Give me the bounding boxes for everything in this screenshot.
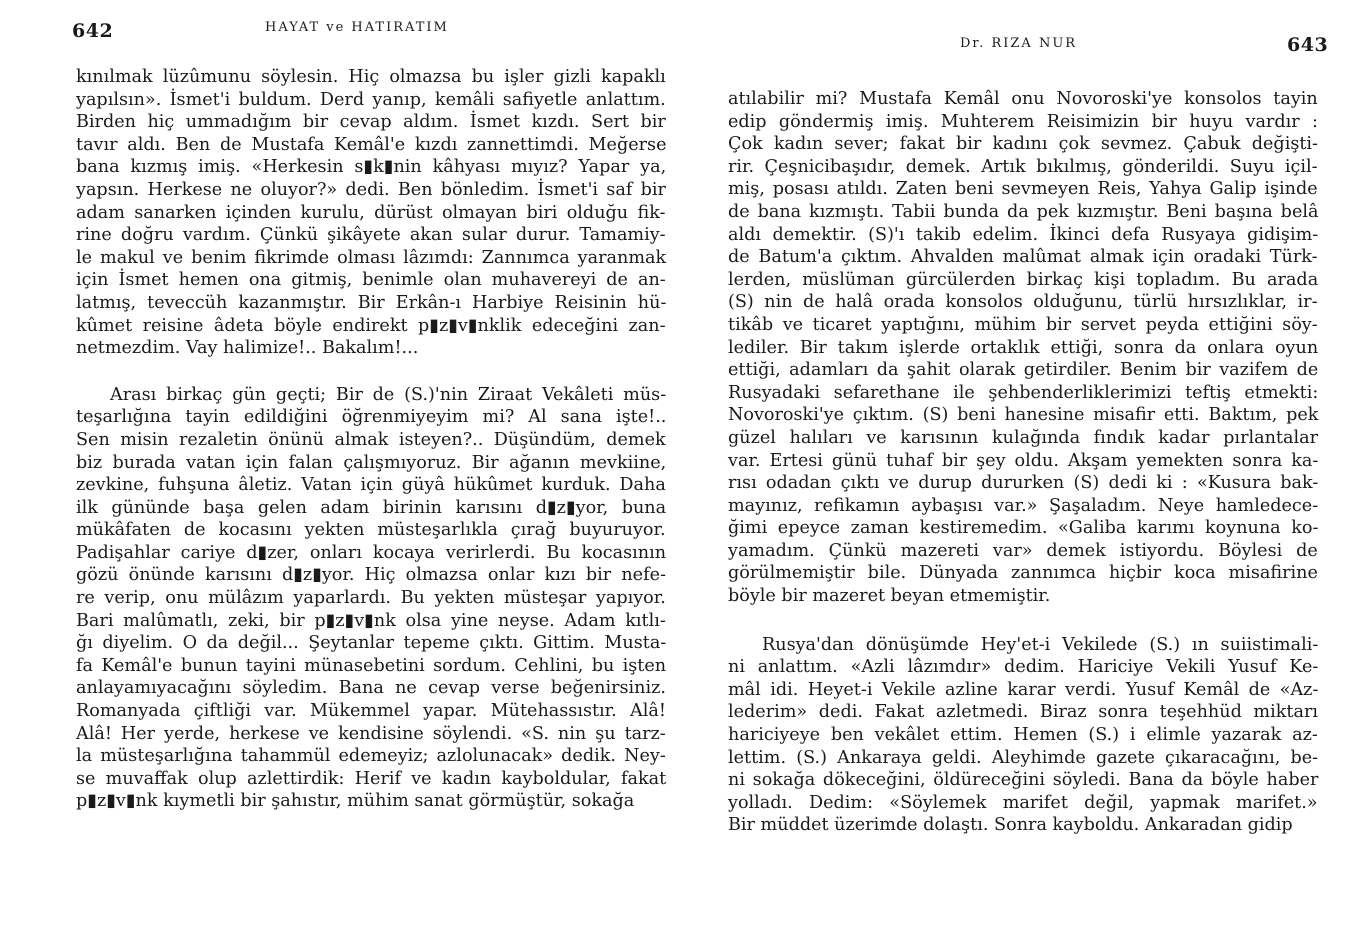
text-line: Arası birkaç gün geçti; Bir de (S.)'nin Ziraat Vekâleti müs- <box>110 384 667 405</box>
text-line: mâl idi. Heyet-i Vekile azline karar verdi. Yusuf Kemâl de «Az- <box>728 679 1319 700</box>
text-line: Rusya'dan dönüşümde Hey'et-i Vekilede (S.) ın suiistimali- <box>762 634 1319 655</box>
text-line: fa Kemâl'e bunun tayini münasebetini sordum. Cehlini, bu işten <box>76 655 667 676</box>
text-line: biz burada vatan için falan çalışmıyoruz. Bir ağanın mevkiine, <box>76 452 667 473</box>
text-line: lerden, müslüman gürcülerden birkaç kişi topladım. Bu arada <box>728 269 1319 290</box>
text-line: tavır aldı. Ben de Mustafa Kemâl'e kızdı zannettimdi. Meğerse <box>76 134 667 155</box>
text-line: yapsın. Herkese ne oluyor?» dedi. Ben bönledim. İsmet'i saf bir <box>76 179 666 200</box>
text-line: atılabilir mi? Mustafa Kemâl onu Novoroski'ye konsolos tayin <box>728 89 1318 109</box>
text-line: teşarlığına tayin edildiğini öğrenmiyeyim mi? Al sana işte!.. <box>76 407 667 428</box>
text-line: Novoroski'ye çıktım. (S) beni hanesine misafir etti. Baktım, pek <box>728 405 1319 426</box>
page-number: 642 <box>72 20 114 42</box>
text-line: Romanyada çiftliği var. Mükemmel yapar. Mütehassıstır. Alâ! <box>76 701 666 722</box>
text-line: bana kızmış imiş. «Herkesin s▮k▮nin kâhyası mıyız? Yapar ya, <box>76 157 667 178</box>
text-line: görülmemiştir bile. Dünyada zannımca hiçbir koca misafirine <box>728 563 1318 584</box>
text-line: aldı demektir. (S)'ı takib edelim. İkinci defa Rusyaya gidişim- <box>728 224 1319 245</box>
page-number: 643 <box>1287 34 1329 56</box>
text-line: rine doğru vardım. Çünkü şikâyete akan sular durur. Tamamiy- <box>76 225 666 246</box>
text-line: böyle bir mazeret beyan etmemiştir. <box>728 586 1051 607</box>
text-line: ğimi epeyce zaman kestiremedim. «Galiba karımı koynuna ko- <box>728 518 1319 539</box>
text-line: rısı odadan çıktı ve durup dururken (S) dedi ki : «Kusura bak- <box>728 473 1319 494</box>
page-body-text <box>76 66 666 813</box>
text-line: Sen misin rezaletin önünü almak isteyen?.. Düşündüm, demek <box>76 429 666 450</box>
paragraph-gap <box>728 608 1318 634</box>
text-line: hariciyeye ben vekâlet ettim. Hemen (S.) i elimle yazarak az- <box>728 725 1318 746</box>
text-line: kınılmak lüzûmunu söylesin. Hiç olmazsa bu işler gizli kapaklı <box>76 67 666 87</box>
text-line: Bir müddet üzerimde dolaştı. Sonra kayboldu. Ankaradan gidip <box>728 815 1293 836</box>
text-line: mayınız, refikamın aybaşısı var.» Şaşaladım. Neye hamledece- <box>728 495 1319 516</box>
text-line: Birden hiç ummadığım bir cevap aldım. İsmet kızdı. Sert bir <box>76 112 666 133</box>
text-line: Rusyadaki sefarethane ile şehbenderliklerimizi teftiş etmekti: <box>728 382 1319 403</box>
text-line: re verip, onu mülâzım yaparlardı. Bu yekten müsteşar yapıyor. <box>76 588 666 609</box>
text-line: Alâ! Her yerde, herkese ve kendisine söylendi. «S. nin şu tarz- <box>76 723 666 744</box>
text-line: de Batum'a çıktım. Ahvalden malûmat almak için oradaki Türk- <box>728 247 1318 268</box>
text-line: ni anlattım. «Azli lâzımdır» dedim. Hariciye Vekili Yusuf Ke- <box>728 657 1319 678</box>
text-line: de bana kızmıştı. Tabii bunda da pek kızmıştır. Beni başına belâ <box>728 201 1319 222</box>
text-line: zevkine, fuhşuna âletiz. Vatan için güyâ hükûmet kurduk. Daha <box>76 475 666 496</box>
text-line: yamadım. Çünkü mazereti var» demek istiyordu. Böylesi de <box>728 540 1318 561</box>
text-line: miş, posası atıldı. Zaten beni sevmeyen Reis, Yahya Galip işinde <box>728 179 1318 200</box>
text-line: kûmet reisine âdeta böyle endirekt p▮z▮v▮nklik edeceğini zan- <box>76 315 666 336</box>
text-line: güzel halıları ve karısının kulağında fındık kadar pırlantalar <box>728 427 1319 448</box>
text-line: yolladı. Dedim: «Söylemek marifet değil, yapmak marifet.» <box>728 792 1318 813</box>
text-line: gözü önünde karısını d▮z▮yor. Hiç olmazsa onlar kızı bir nefe- <box>76 565 666 586</box>
text-line: edip göndermiş imiş. Muhterem Reisimizin bir huyu vardır : <box>728 111 1318 132</box>
text-line: anlayamıyacağını söyledim. Bana ne cevap verse beğenirsiniz. <box>76 678 666 699</box>
running-head: Dr. RIZA NUR <box>960 36 1078 51</box>
text-line: var. Ertesi günü tuhaf bir şey oldu. Akşam yemekten sonra ka- <box>728 450 1319 471</box>
text-line: lettim. (S.) Ankaraya geldi. Aleyhimde gazete çıkaracağını, be- <box>728 747 1319 768</box>
running-head: HAYAT ve HATIRATIM <box>265 20 449 35</box>
text-line: p▮z▮v▮nk kıymetli bir şahıstır, mühim sanat görmüştür, sokağa <box>76 791 635 812</box>
text-line: (S) nin de halâ orada konsolos olduğunu, türlü hırsızlıklar, ir- <box>728 292 1318 313</box>
text-line: la müsteşarlığına tahammül edemeyiz; azlolunacak» dedik. Ney- <box>76 746 666 767</box>
text-line: le makul ve benim fikrimde olması lâzımdı: Zannımca yaranmak <box>76 247 667 268</box>
right-page <box>680 0 1359 931</box>
paragraph-gap <box>76 360 666 384</box>
text-line: rir. Çeşnicibaşıdır, demek. Artık bıkılmış, gönderildi. Suyu içil- <box>728 156 1318 177</box>
text-line: ilk gününde başa gelen adam birinin karısını d▮z▮yor, buna <box>76 497 667 518</box>
text-line: tikâb ve ticaret yaptığını, mühim bir servet peyda ettiğini söy- <box>728 314 1318 335</box>
text-line: ettiği, adamları da şahit olarak getirdiler. Benim bir vazifem de <box>728 360 1319 381</box>
text-line: için İsmet hemen ona gitmiş, benimle olan muhavereyi de an- <box>76 270 666 291</box>
text-line: Çok kadın sever; fakat bir kadını çok sevmez. Çabuk değişti- <box>728 134 1318 155</box>
page-body-text <box>728 88 1318 837</box>
text-line: adam sanarken içinden kurulu, dürüst olmayan biri olduğu fik- <box>76 202 666 223</box>
text-line: ni sokağa dökeceğini, öldüreceğini söyledi. Bana da böyle haber <box>728 770 1319 791</box>
text-line: ğı diyelim. O da değil... Şeytanlar tepeme çıktı. Gittim. Musta- <box>76 633 667 654</box>
text-line: latmış, teveccüh kazanmıştır. Bir Erkân-ı Harbiye Reisinin hü- <box>76 292 667 313</box>
text-line: netmezdim. Vay halimize!.. Bakalım!... <box>76 338 419 359</box>
text-line: se muvaffak olup azlettirdik: Herif ve kadın kayboldular, fakat <box>76 768 667 789</box>
text-line: Padişahlar cariye d▮zer, onları kocaya verirlerdi. Bu kocasının <box>76 542 667 563</box>
text-line: lediler. Bir takım işlerde ortaklık ettiği, sonra da onlara oyun <box>728 337 1319 358</box>
text-line: mükâfaten de kocasını yekten müsteşarlıkla çırağ buyuruyor. <box>76 520 666 541</box>
text-line: yapılsın». İsmet'i buldum. Derd yanıp, kemâli safiyetle anlattım. <box>76 89 666 110</box>
text-line: lederim» dedi. Fakat azletmedi. Biraz sonra teşehhüd miktarı <box>728 702 1318 723</box>
text-line: Bari malûmatlı, zeki, bir p▮z▮v▮nk olsa yine neyse. Adam kıtlı- <box>76 610 666 631</box>
